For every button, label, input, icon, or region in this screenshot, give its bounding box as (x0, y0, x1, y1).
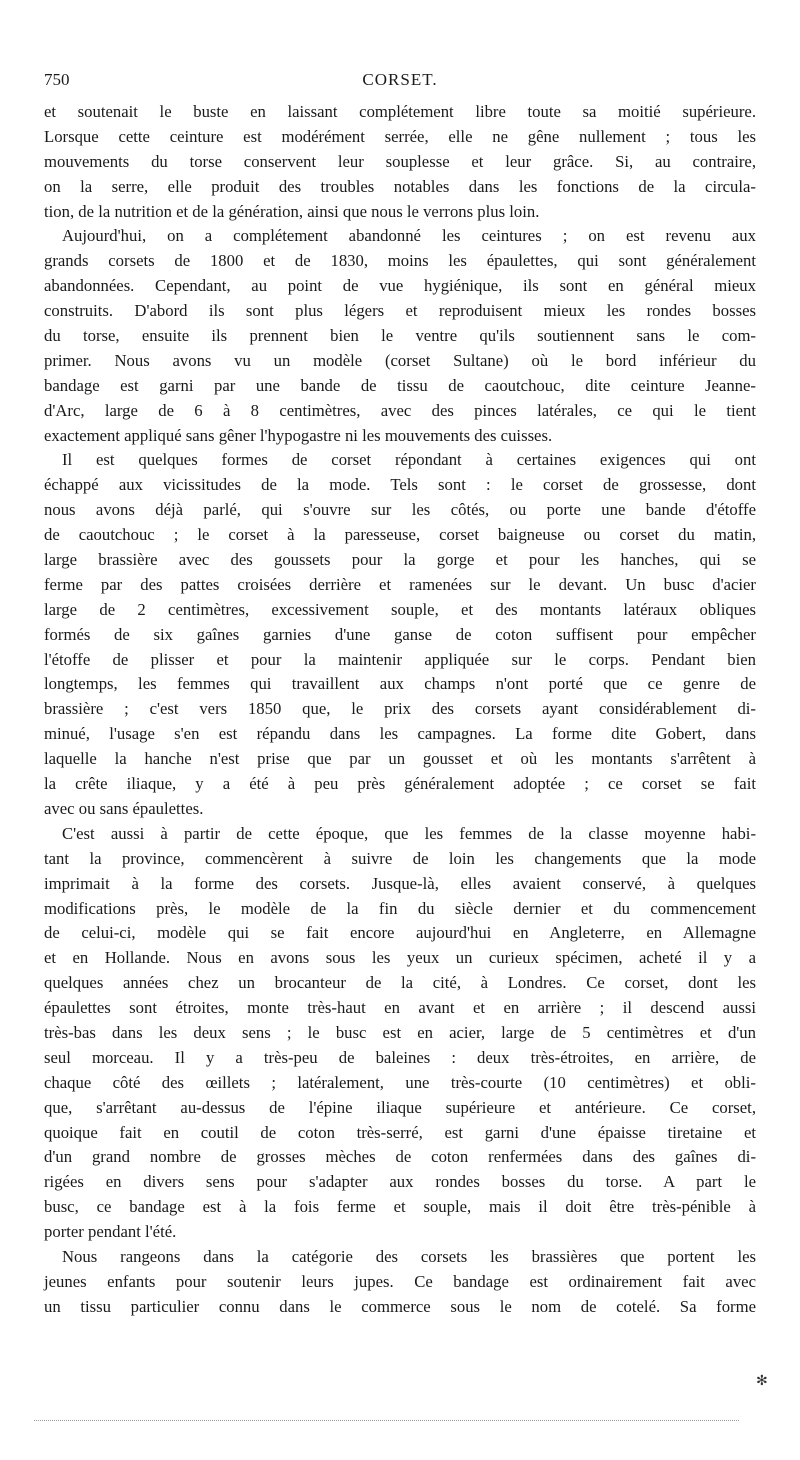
text-line: d'un grand nombre de grosses mèches de coton renfermées dans des gaînes di- (44, 1147, 756, 1167)
text-line: longtemps, les femmes qui travaillent aux champs n'ont porté que ce genre de (44, 674, 756, 694)
text-line: avec ou sans épaulettes. (44, 798, 204, 818)
text-line: Nous rangeons dans la catégorie des corsets les brassières que portent les (62, 1246, 756, 1266)
text-line: tant la province, commencèrent à suivre de loin les changements que la mode (44, 848, 756, 868)
text-line: seul morceau. Il y a très-peu de baleines : deux très-étroites, en arrière, de (44, 1047, 756, 1067)
ink-speck-icon: ✻ (756, 1374, 768, 1389)
text-line: quelques années chez un brocanteur de la cité, à Londres. Ce corset, dont les (44, 973, 756, 993)
text-line: de celui-ci, modèle qui se fait encore aujourd'hui en Angleterre, en Allemagne (44, 923, 756, 943)
text-line: laquelle la hanche n'est prise que par un gousset et où les montants s'arrêtent à (44, 749, 756, 769)
text-line: du torse, ensuite ils prennent bien le ventre qu'ils soutiennent sans le com- (44, 326, 756, 346)
page-number: 750 (44, 70, 70, 89)
text-line: un tissu particulier connu dans le commerce sous le nom de cotelé. Sa forme (44, 1296, 756, 1316)
text-line: porter pendant l'été. (44, 1222, 177, 1242)
text-line: exactement appliqué sans gêner l'hypogastre ni les mouvements des cuisses. (44, 425, 553, 445)
text-line: de caoutchouc ; le corset à la paresseuse, corset baigneuse ou corset du matin, (44, 525, 756, 545)
text-line: d'Arc, large de 6 à 8 centimètres, avec des pinces latérales, ce qui le tient (44, 400, 756, 420)
running-title: CORSET. (362, 70, 438, 89)
text-line: et soutenait le buste en laissant complétement libre toute sa moitié supérieure. (44, 102, 756, 121)
text-line: l'étoffe de plisser et pour la maintenir appliquée sur le corps. Pendant bien (44, 649, 756, 669)
text-line: Aujourd'hui, on a complétement abandonné les ceintures ; on est revenu aux (62, 226, 756, 246)
text-line: grands corsets de 1800 et de 1830, moins les épaulettes, qui sont généralement (44, 251, 756, 271)
text-line: formés de six gaînes garnies d'une ganse de coton suffisent pour empêcher (44, 624, 756, 644)
text-line: large brassière avec des goussets pour la gorge et pour les hanches, qui se (44, 550, 756, 570)
text-line: modifications près, le modèle de la fin du siècle dernier et du commencement (44, 898, 756, 918)
text-line: épaulettes sont étroites, monte très-haut en avant et en arrière ; il descend aussi (44, 998, 756, 1018)
bottom-dotted-rule (34, 1420, 739, 1421)
text-line: quoique fait en coutil de coton très-serré, est garni d'une épaisse tiretaine et (44, 1122, 756, 1142)
text-line: on la serre, elle produit des troubles notables dans les fonctions de la circula- (44, 176, 756, 196)
text-line: nous avons déjà parlé, qui s'ouvre sur les côtés, ou porte une bande d'étoffe (44, 500, 756, 520)
text-line: la crête iliaque, y a été à peu près généralement adoptée ; ce corset se fait (44, 774, 756, 794)
page-header (44, 70, 756, 100)
text-line: que, s'arrêtant au-dessus de l'épine iliaque supérieure et antérieure. Ce corset, (44, 1097, 756, 1117)
text-line: large de 2 centimètres, excessivement souple, et des montants latéraux obliques (44, 599, 756, 619)
text-line: ferme par des pattes croisées derrière et ramenées sur le devant. Un busc d'acier (44, 574, 756, 594)
text-line: et en Hollande. Nous en avons sous les yeux un curieux spécimen, acheté il y a (44, 948, 756, 968)
text-line: Lorsque cette ceinture est modérément serrée, elle ne gêne nullement ; tous les (44, 126, 756, 146)
text-line: Il est quelques formes de corset répondant à certaines exigences qui ont (62, 450, 756, 470)
text-line: abandonnées. Cependant, au point de vue hygiénique, ils sont en général mieux (44, 276, 756, 296)
text-line: minué, l'usage s'en est répandu dans les campagnes. La forme dite Gobert, dans (44, 724, 756, 744)
text-line: C'est aussi à partir de cette époque, que les femmes de la classe moyenne habi- (62, 823, 756, 843)
text-line: busc, ce bandage est à la fois ferme et souple, mais il doit être très-pénible à (44, 1197, 756, 1217)
text-line: jeunes enfants pour soutenir leurs jupes. Ce bandage est ordinairement fait avec (44, 1271, 756, 1291)
text-line: échappé aux vicissitudes de la mode. Tels sont : le corset de grossesse, dont (44, 475, 756, 495)
text-line: tion, de la nutrition et de la génération, ainsi que nous le verrons plus loin. (44, 201, 540, 221)
text-line: chaque côté des œillets ; latéralement, une très-courte (10 centimètres) et obli- (44, 1072, 756, 1092)
book-page (44, 70, 756, 1320)
body-text (44, 100, 756, 1320)
text-line: rigées en divers sens pour s'adapter aux rondes bosses du torse. A part le (44, 1172, 756, 1192)
text-line: construits. D'abord ils sont plus légers et reproduisent mieux les rondes bosses (44, 301, 756, 321)
text-line: primer. Nous avons vu un modèle (corset Sultane) où le bord inférieur du (44, 350, 756, 370)
text-line: imprimait à la forme des corsets. Jusque-là, elles avaient conservé, à quelques (44, 873, 756, 893)
text-line: brassière ; c'est vers 1850 que, le prix des corsets ayant considérablement di- (44, 699, 756, 719)
text-line: très-bas dans les deux sens ; le busc est en acier, large de 5 centimètres et d'un (44, 1022, 756, 1042)
text-line: mouvements du torse conservent leur souplesse et leur grâce. Si, au contraire, (44, 151, 756, 171)
text-line: bandage est garni par une bande de tissu de caoutchouc, dite ceinture Jeanne- (44, 375, 756, 395)
